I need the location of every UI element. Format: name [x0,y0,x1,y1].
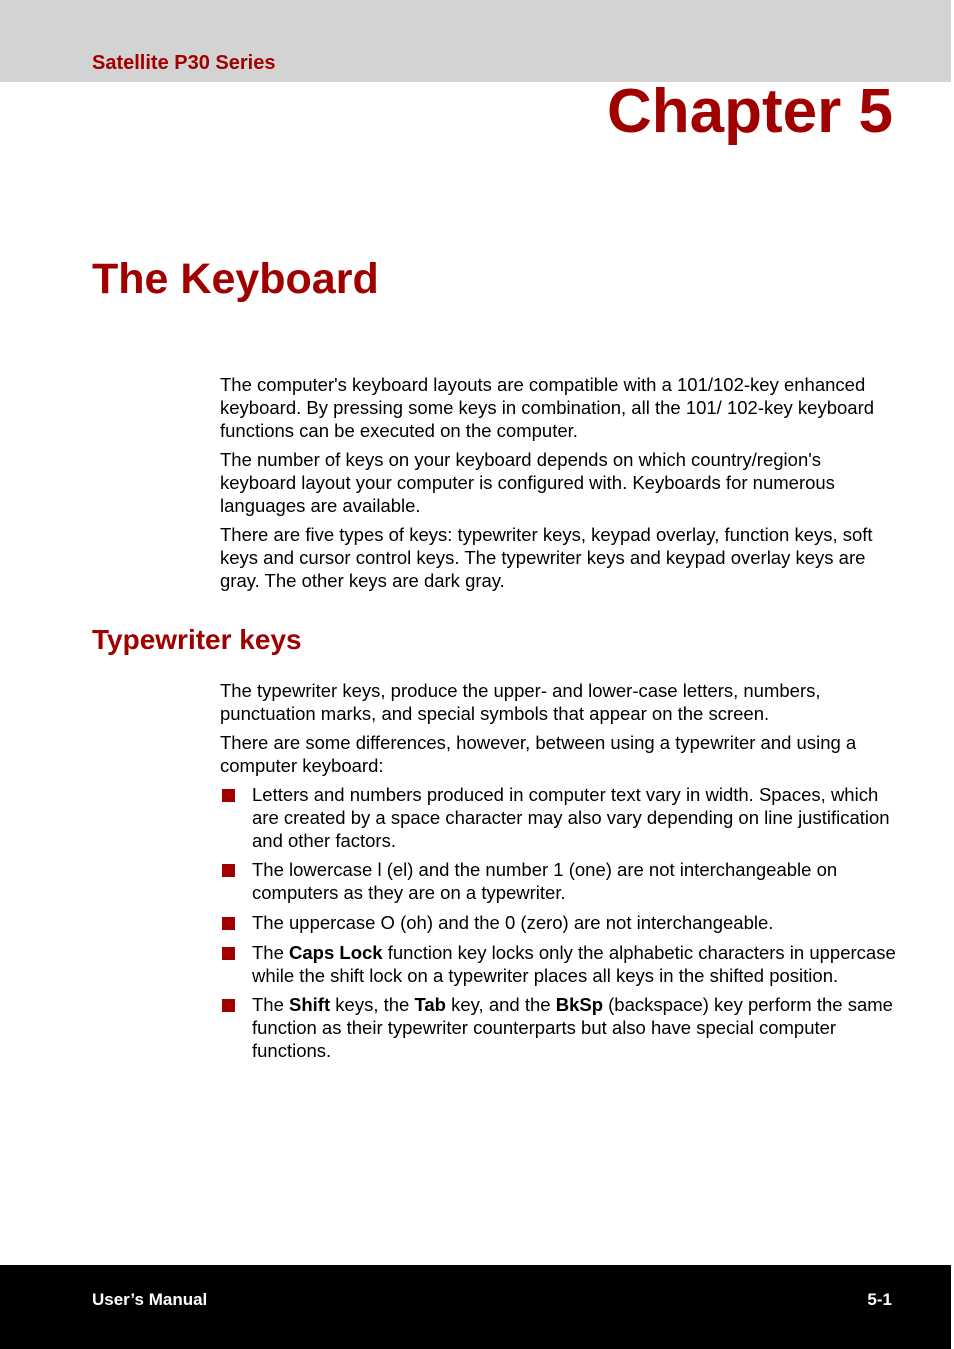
list-item-text-pre: The [252,941,290,963]
list-item-text-pre: The [252,994,290,1016]
page-number: 5-1 [867,1290,892,1309]
square-bullet-icon [222,917,235,930]
section-title: The Keyboard [92,255,379,303]
chapter-title: Chapter 5 [607,77,893,146]
list-item-text-mid: keys, the [330,994,415,1016]
list-item [220,859,900,905]
list-item-text-post: function key locks only the alphabetic characters in uppercase while the shift lock on a typewriter places all keys in the shifted position. [252,941,896,986]
list-item [220,942,900,988]
typewriter-paragraph-2: There are some differences, however, between using a typewriter and using a computer keyboard: [220,732,857,776]
differences-list [220,784,900,1070]
list-item [220,784,900,852]
list-item [220,994,900,1062]
intro-paragraph-2: The number of keys on your keyboard depends on which country/region's keyboard layout your computer is configured with. Keyboards for numerous languages are available. [220,449,835,516]
square-bullet-icon [222,999,235,1012]
shift-key-label: Shift [289,994,331,1016]
series-title: Satellite P30 Series [92,52,276,74]
caps-lock-key-label: Caps Lock [289,941,383,963]
footer-manual-title: User’s Manual [92,1290,208,1309]
list-item-text: Letters and numbers produced in computer text vary in width. Spaces, which are created by a space character may also vary depending on line justification and other factors. [252,784,890,851]
typewriter-paragraph-1: The typewriter keys, produce the upper- and lower-case letters, numbers, punctuation marks, and special symbols that appear on the screen. [220,680,821,724]
square-bullet-icon [222,789,235,802]
bksp-key-label: BkSp [555,994,603,1016]
square-bullet-icon [222,864,235,877]
list-item-text-post: (backspace) key perform the same function as their typewriter counterparts but also have special computer functions. [252,994,893,1061]
list-item [220,912,900,935]
list-item-text: The uppercase O (oh) and the 0 (zero) are not interchangeable. [252,911,774,933]
square-bullet-icon [222,947,235,960]
tab-key-label: Tab [414,994,446,1016]
list-item-text-mid: key, and the [446,994,556,1016]
intro-paragraph-1: The computer's keyboard layouts are compatible with a 101/102-key enhanced keyboard. By pressing some keys in combination, all the 101/ 102-key keyboard functions can be executed on the computer. [220,374,875,441]
subsection-title: Typewriter keys [92,624,302,655]
list-item-text: The lowercase l (el) and the number 1 (one) are not interchangeable on computers as they are on a typewriter. [252,859,838,904]
intro-paragraph-3: There are five types of keys: typewriter keys, keypad overlay, function keys, soft keys and cursor control keys. The typewriter keys and keypad overlay keys are gray. The other keys are dark gray. [220,524,873,591]
